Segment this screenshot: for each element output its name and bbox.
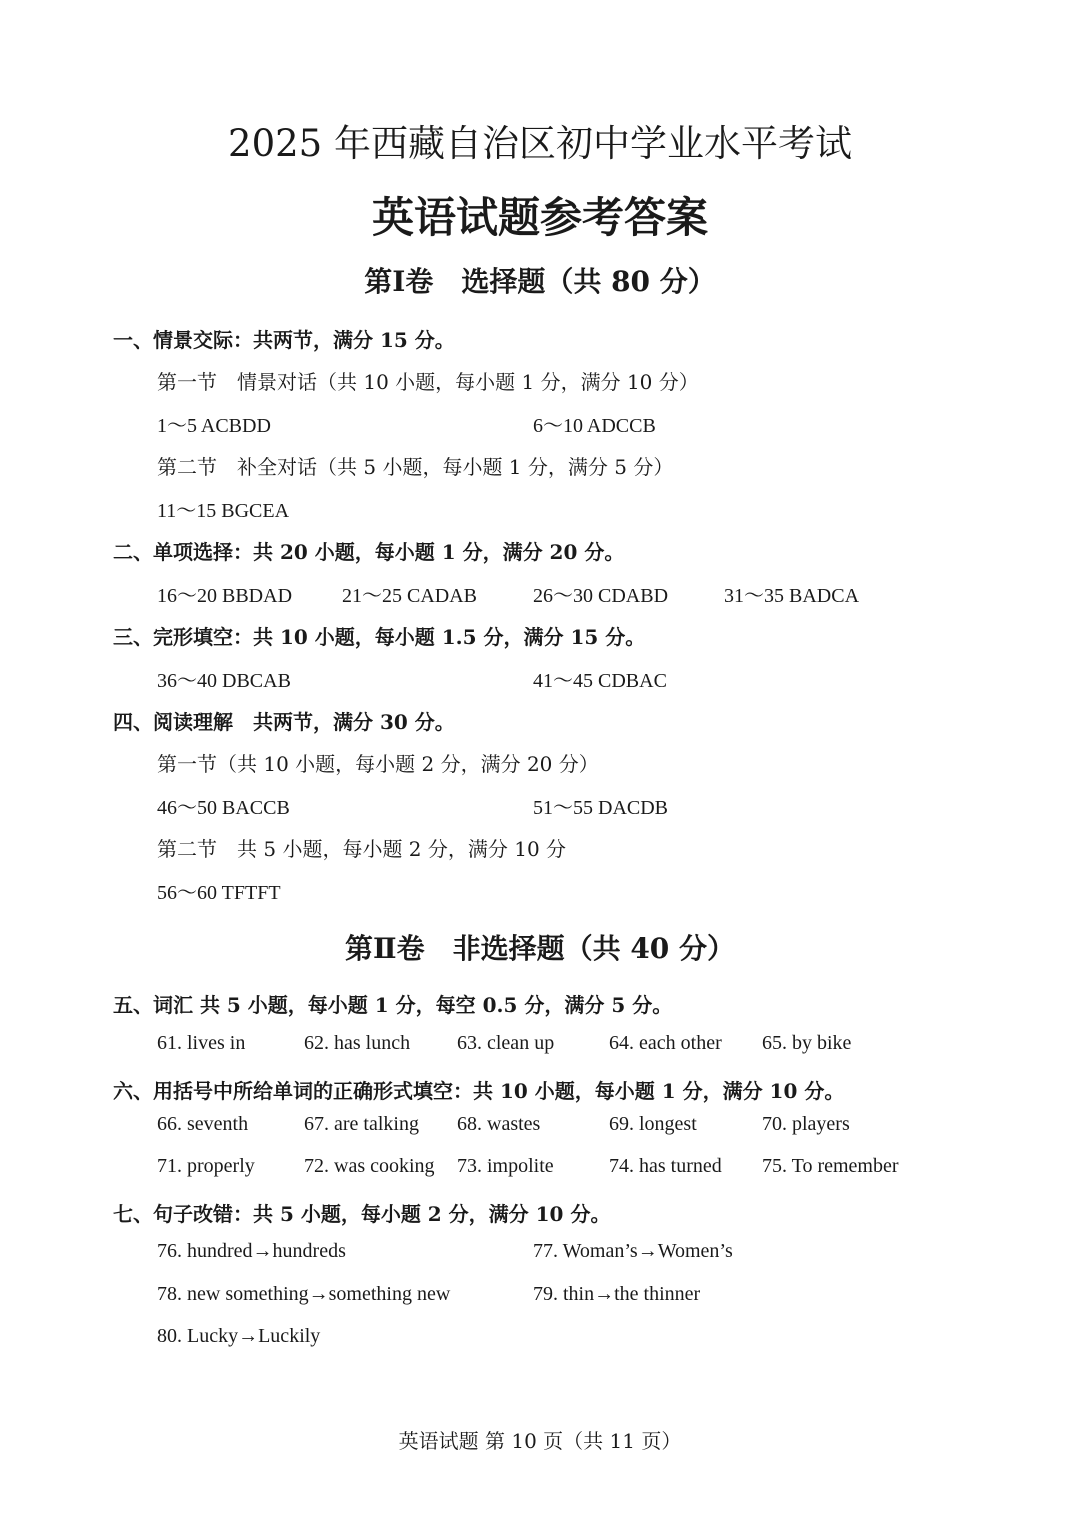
answer-item: 68. wastes	[457, 1113, 541, 1135]
part-2-heading: 第Ⅱ卷 非选择题（共 40 分）	[344, 932, 736, 965]
answer-group: 11～15 BGCEA	[157, 500, 290, 522]
answer-item: 79. thin→the thinner	[533, 1283, 701, 1305]
answer-item: 63. clean up	[457, 1032, 555, 1054]
section-1-heading: 一、情景交际：共两节，满分 15 分。	[113, 328, 455, 352]
section-7-heading: 七、句子改错：共 5 小题，每小题 2 分，满分 10 分。	[113, 1202, 611, 1226]
answer-group: 41～45 CDBAC	[533, 670, 667, 692]
answer-item: 72. was cooking	[304, 1155, 435, 1177]
answer-item: 78. new something→something new	[157, 1283, 451, 1305]
answer-item: 62. has lunch	[304, 1032, 411, 1054]
answer-item: 61. lives in	[157, 1032, 246, 1054]
part-1-heading: 第Ⅰ卷 选择题（共 80 分）	[364, 265, 716, 298]
answer-group: 56～60 TFTFT	[157, 882, 281, 904]
answer-item: 75. To remember	[762, 1155, 899, 1177]
answer-group: 51～55 DACDB	[533, 797, 669, 819]
answer-group: 16～20 BBDAD	[157, 585, 293, 607]
answer-item: 74. has turned	[609, 1155, 722, 1177]
answer-group: 1～5 ACBDD	[157, 415, 271, 437]
answer-item: 80. Lucky→Luckily	[157, 1325, 321, 1347]
answer-key-title: 英语试题参考答案	[371, 193, 708, 242]
section-1-part-1-heading: 第一节 情景对话（共 10 小题，每小题 1 分，满分 10 分）	[157, 370, 699, 394]
answer-item: 70. players	[762, 1113, 850, 1135]
answer-item: 65. by bike	[762, 1032, 852, 1054]
answer-item: 66. seventh	[157, 1113, 249, 1135]
answer-group: 21～25 CADAB	[342, 585, 478, 607]
exam-title: 2025 年西藏自治区初中学业水平考试	[228, 122, 852, 165]
answer-item: 69. longest	[609, 1113, 697, 1135]
answer-group: 36～40 DBCAB	[157, 670, 291, 692]
section-3-heading: 三、完形填空：共 10 小题，每小题 1.5 分，满分 15 分。	[113, 625, 646, 649]
section-4-part-2-heading: 第二节 共 5 小题，每小题 2 分，满分 10 分	[157, 837, 567, 861]
answer-group: 6～10 ADCCB	[533, 415, 656, 437]
answer-group: 26～30 CDABD	[533, 585, 669, 607]
answer-item: 71. properly	[157, 1155, 255, 1177]
section-2-heading: 二、单项选择：共 20 小题，每小题 1 分，满分 20 分。	[113, 540, 625, 564]
page-footer: 英语试题 第 10 页（共 11 页）	[398, 1429, 682, 1453]
answer-item: 67. are talking	[304, 1113, 419, 1135]
section-4-part-1-heading: 第一节（共 10 小题，每小题 2 分，满分 20 分）	[157, 752, 599, 776]
answer-item: 76. hundred→hundreds	[157, 1240, 346, 1262]
answer-item: 73. impolite	[457, 1155, 554, 1177]
section-6-heading: 六、用括号中所给单词的正确形式填空：共 10 小题，每小题 1 分，满分 10 分。	[113, 1079, 845, 1103]
section-4-heading: 四、阅读理解 共两节，满分 30 分。	[113, 710, 455, 734]
answer-group: 31～35 BADCA	[724, 585, 860, 607]
answer-group: 46～50 BACCB	[157, 797, 290, 819]
section-5-heading: 五、词汇 共 5 小题，每小题 1 分，每空 0.5 分，满分 5 分。	[113, 993, 673, 1017]
section-1-part-2-heading: 第二节 补全对话（共 5 小题，每小题 1 分，满分 5 分）	[157, 455, 674, 479]
answer-item: 64. each other	[609, 1032, 722, 1054]
answer-item: 77. Woman’s→Women’s	[533, 1240, 733, 1262]
